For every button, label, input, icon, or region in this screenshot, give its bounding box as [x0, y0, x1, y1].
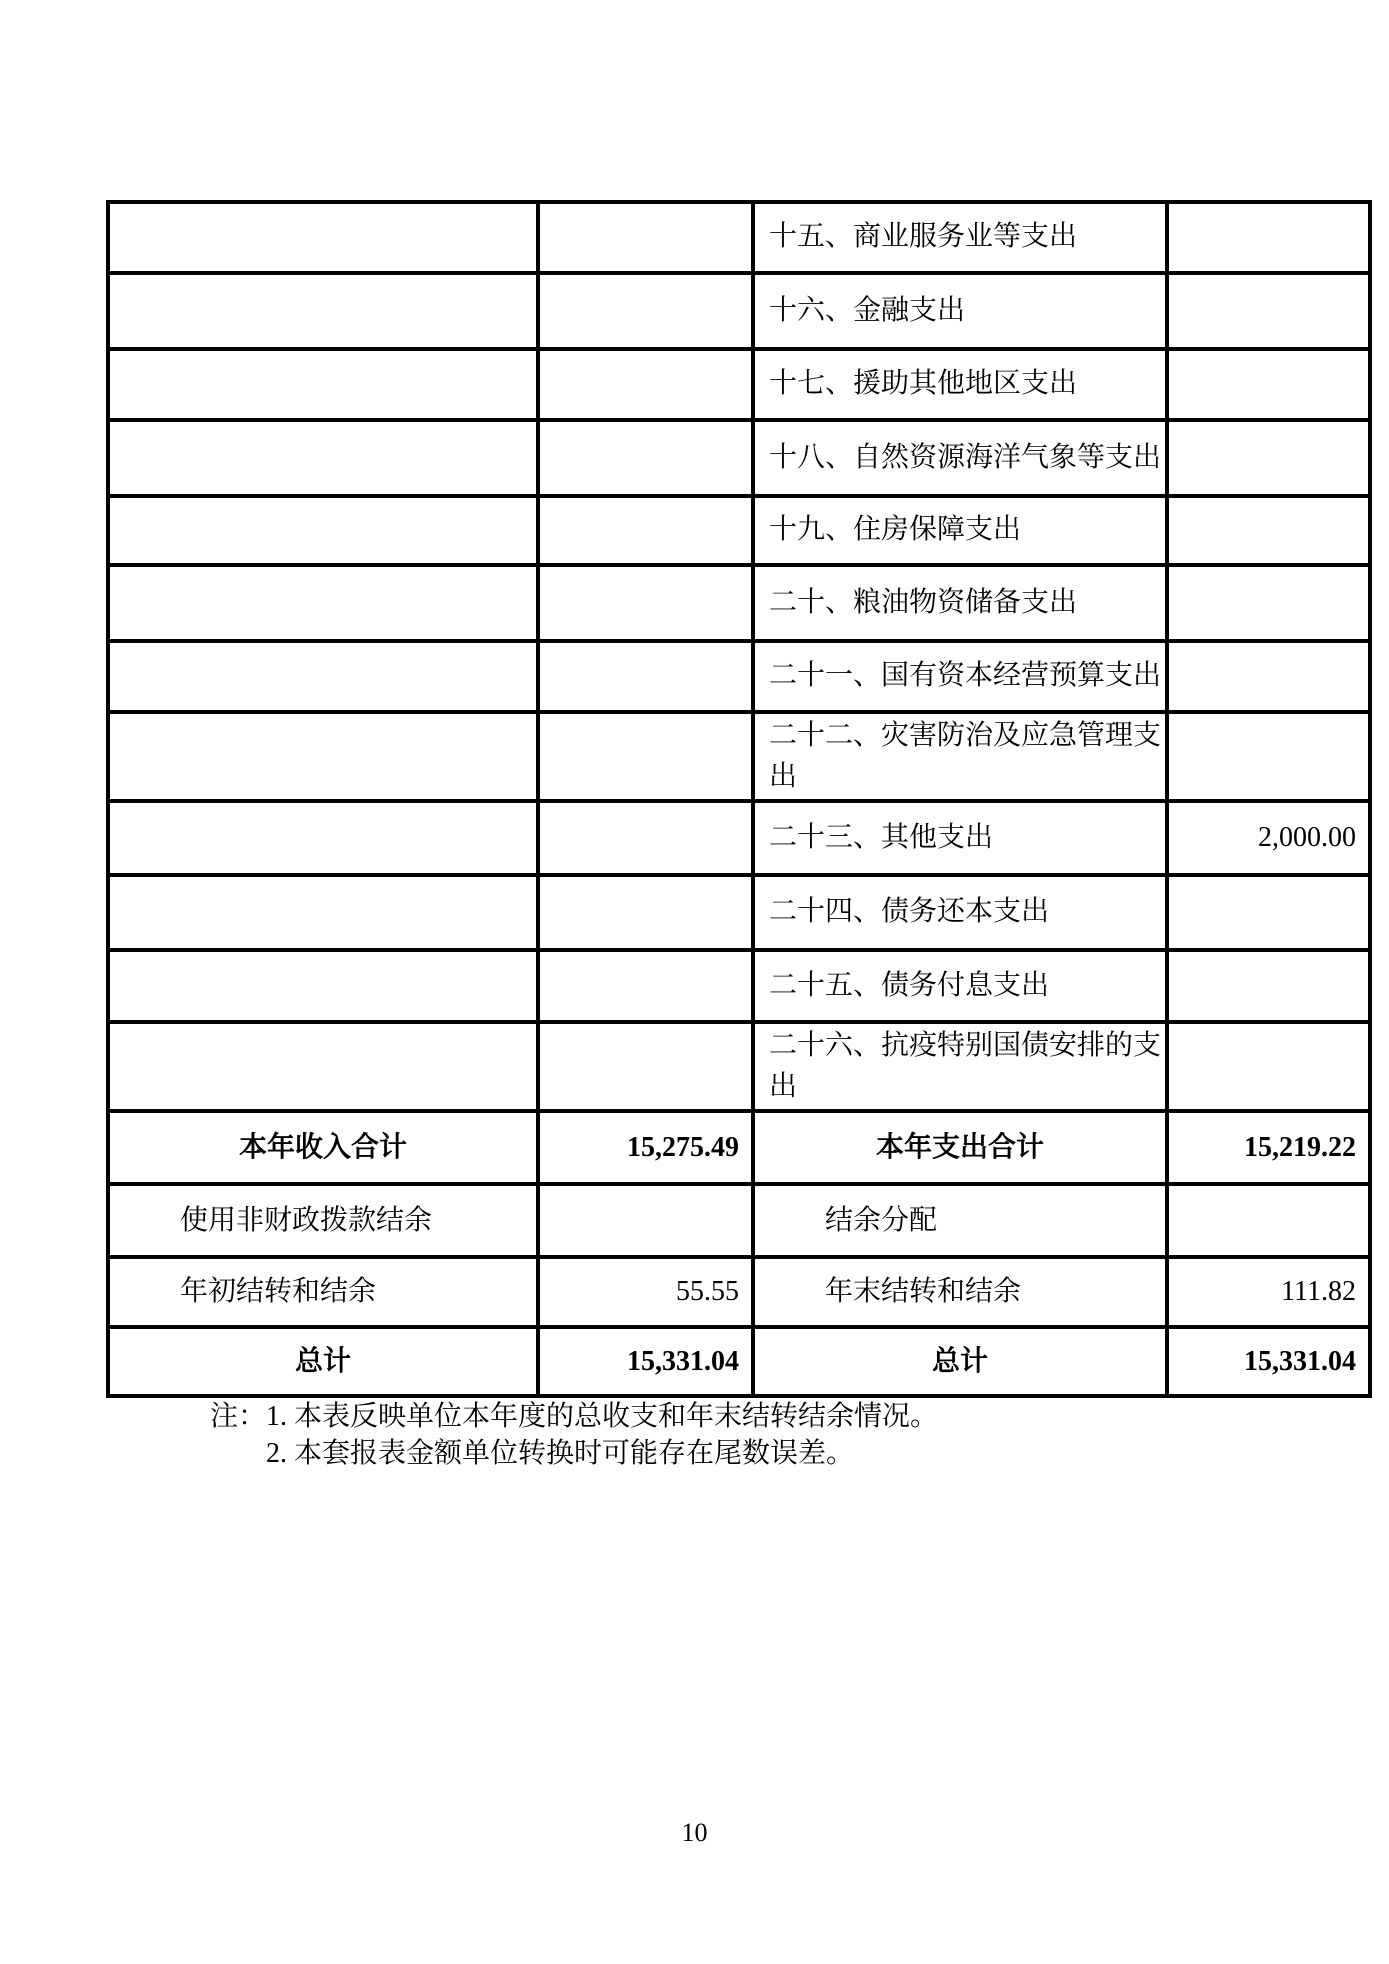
- table-row: [108, 712, 1370, 801]
- income-item-cell: [108, 202, 538, 273]
- expense-item-cell: 二十五、债务付息支出: [753, 950, 1167, 1022]
- expense-amount-cell: [1167, 950, 1370, 1022]
- expense-amount-cell: [1167, 202, 1370, 273]
- expense-amount-cell: [1167, 1022, 1370, 1111]
- expense-item-cell: 二十四、债务还本支出: [753, 875, 1167, 950]
- expense-amount-cell: [1167, 875, 1370, 950]
- expense-amount-cell: [1167, 641, 1370, 712]
- table-row: [108, 496, 1370, 565]
- income-amount-cell: [538, 420, 753, 496]
- table-row: [108, 420, 1370, 496]
- table-row: [108, 202, 1370, 273]
- income-item-cell: [108, 641, 538, 712]
- expense-amount-cell: 111.82: [1167, 1257, 1370, 1327]
- expense-item-cell: 二十、粮油物资储备支出: [753, 565, 1167, 641]
- final-accounts-table-body: [108, 202, 1370, 1396]
- income-amount-cell: [538, 875, 753, 950]
- expense-amount-cell: 15,331.04: [1167, 1327, 1370, 1396]
- income-amount-cell: [538, 349, 753, 420]
- table-row: [108, 1184, 1370, 1257]
- income-item-cell: [108, 420, 538, 496]
- expense-amount-cell: [1167, 349, 1370, 420]
- income-amount-cell: [538, 1022, 753, 1111]
- table-row: [108, 950, 1370, 1022]
- expense-item-cell: 本年支出合计: [753, 1111, 1167, 1184]
- expense-amount-cell: [1167, 273, 1370, 349]
- income-amount-cell: [538, 712, 753, 801]
- final-accounts-table: [106, 200, 1372, 1398]
- footnotes-lines: [266, 1398, 938, 1472]
- income-amount-cell: [538, 273, 753, 349]
- income-item-cell: 使用非财政拨款结余: [108, 1184, 538, 1257]
- income-amount-cell: [538, 496, 753, 565]
- income-item-cell: [108, 565, 538, 641]
- table-row: [108, 875, 1370, 950]
- expense-item-cell: 年末结转和结余: [753, 1257, 1167, 1327]
- expense-amount-cell: 2,000.00: [1167, 801, 1370, 875]
- income-item-cell: [108, 1022, 538, 1111]
- income-amount-cell: [538, 1184, 753, 1257]
- table-row: [108, 641, 1370, 712]
- expense-item-cell: 十九、住房保障支出: [753, 496, 1167, 565]
- page-number: 10: [681, 1818, 708, 1847]
- table-row: [108, 273, 1370, 349]
- expense-item-cell: 二十三、其他支出: [753, 801, 1167, 875]
- footnotes-label: 注：: [210, 1401, 267, 1432]
- expense-amount-cell: 15,219.22: [1167, 1111, 1370, 1184]
- expense-item-cell: 十八、自然资源海洋气象等支出: [753, 420, 1167, 496]
- footnotes: [210, 1398, 938, 1472]
- income-amount-cell: 55.55: [538, 1257, 753, 1327]
- income-amount-cell: 15,331.04: [538, 1327, 753, 1396]
- expense-amount-cell: [1167, 565, 1370, 641]
- expense-item-cell: 二十六、抗疫特别国债安排的支出: [753, 1022, 1167, 1111]
- expense-item-cell: 总计: [753, 1327, 1167, 1396]
- income-item-cell: 本年收入合计: [108, 1111, 538, 1184]
- income-amount-cell: 15,275.49: [538, 1111, 753, 1184]
- footnote-line-2: 2. 本套报表金额单位转换时可能存在尾数误差。: [266, 1438, 855, 1469]
- expense-amount-cell: [1167, 496, 1370, 565]
- expense-item-cell: 十五、商业服务业等支出: [753, 202, 1167, 273]
- expense-amount-cell: [1167, 1184, 1370, 1257]
- income-item-cell: [108, 496, 538, 565]
- expense-amount-cell: [1167, 712, 1370, 801]
- income-amount-cell: [538, 565, 753, 641]
- expense-item-cell: 结余分配: [753, 1184, 1167, 1257]
- income-item-cell: [108, 801, 538, 875]
- table-row: [108, 1111, 1370, 1184]
- income-amount-cell: [538, 950, 753, 1022]
- expense-item-cell: 二十一、国有资本经营预算支出: [753, 641, 1167, 712]
- income-amount-cell: [538, 641, 753, 712]
- income-item-cell: [108, 950, 538, 1022]
- expense-item-cell: 十七、援助其他地区支出: [753, 349, 1167, 420]
- table-row: [108, 349, 1370, 420]
- income-item-cell: 总计: [108, 1327, 538, 1396]
- footnote-line-1: 1. 本表反映单位本年度的总收支和年末结转结余情况。: [266, 1401, 939, 1432]
- income-item-cell: [108, 349, 538, 420]
- expense-item-cell: 二十二、灾害防治及应急管理支出: [753, 712, 1167, 801]
- income-item-cell: [108, 712, 538, 801]
- table-row: [108, 1022, 1370, 1111]
- table-row: [108, 801, 1370, 875]
- table-row: [108, 565, 1370, 641]
- income-amount-cell: [538, 801, 753, 875]
- income-amount-cell: [538, 202, 753, 273]
- table-row: [108, 1257, 1370, 1327]
- expense-item-cell: 十六、金融支出: [753, 273, 1167, 349]
- expense-amount-cell: [1167, 420, 1370, 496]
- table-row: [108, 1327, 1370, 1396]
- income-item-cell: [108, 875, 538, 950]
- income-item-cell: [108, 273, 538, 349]
- income-item-cell: 年初结转和结余: [108, 1257, 538, 1327]
